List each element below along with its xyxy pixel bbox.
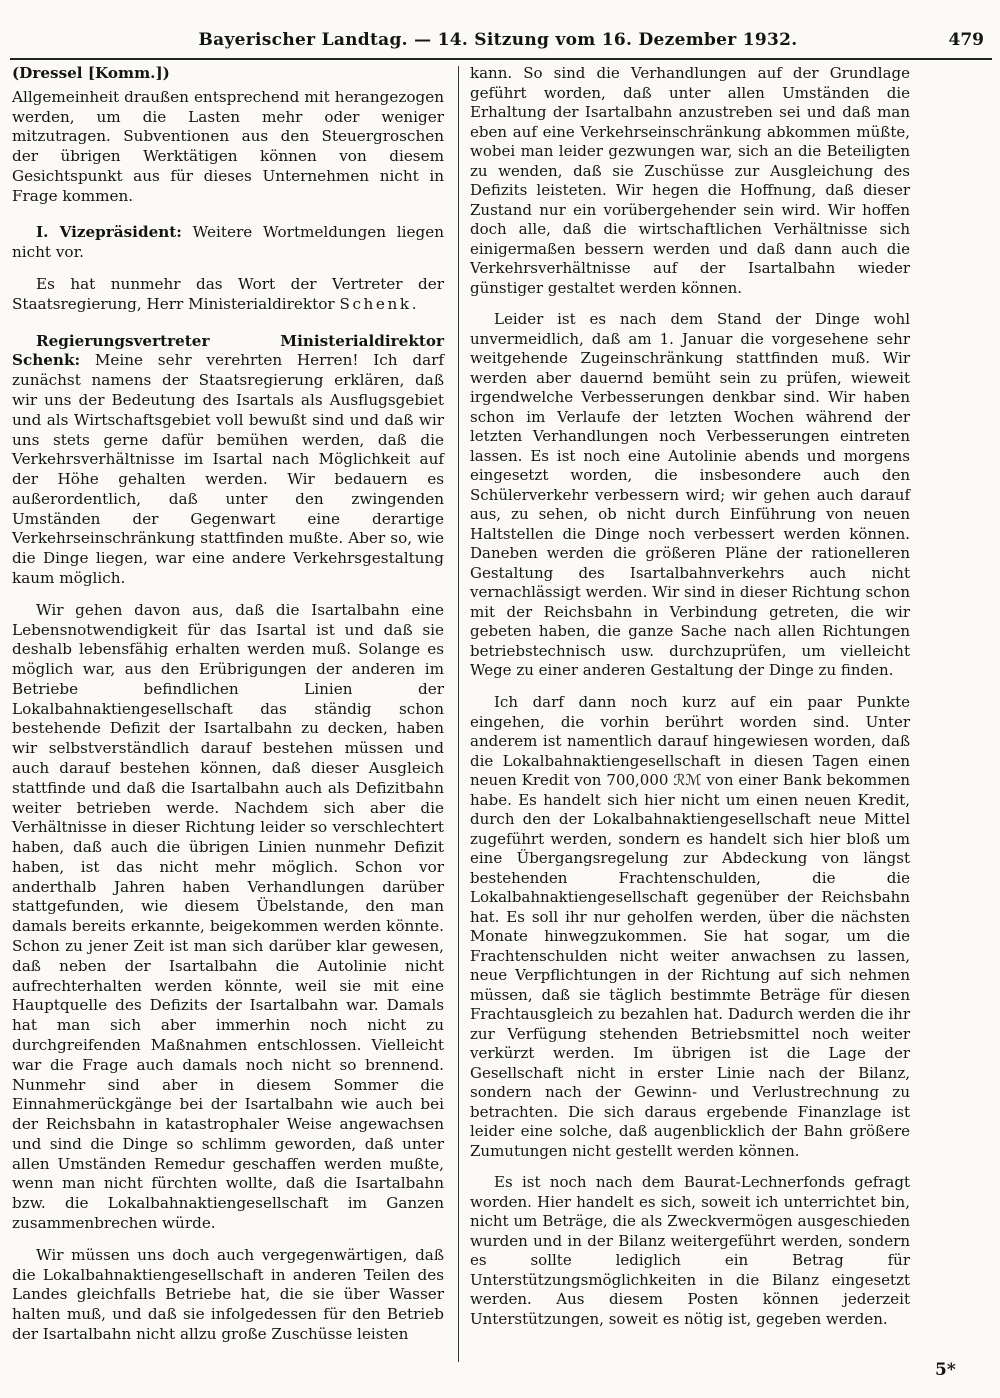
- paragraph-text: Es hat nunmehr das Wort der Vertreter der Staatsregierung, Herr Ministerialdirektor: [12, 275, 444, 313]
- header-title: Bayerischer Landtag. — 14. Sitzung vom 16. Dezember 1932.: [198, 30, 798, 50]
- speaker-label: I. Vizepräsident:: [36, 223, 182, 242]
- paragraph-text: Weitere Wortmeldungen liegen nicht vor.: [12, 223, 445, 262]
- paragraph: [12, 332, 444, 589]
- left-column: [12, 64, 444, 1345]
- paragraph: Wir müssen uns doch auch vergegenwärtigen, daß die Lokalbahnaktiengesellschaft in anderen Teilen des Landes gleichfalls Betriebe hat, die sie über Wasser halten muß, und daß sie infolgedessen für den Betrieb der Isartalbahn nicht allzu große Zuschüsse leisten: [12, 1245, 444, 1343]
- paragraph: [12, 275, 444, 315]
- column-divider: [458, 66, 459, 1362]
- paragraph: kann. So sind die Verhandlungen auf der Grundlage geführt worden, daß unter allen Umständen die Erhaltung der Isartalbahn anzustreben sei und daß man eben auf eine Verkehrseinschränkung abkommen müßte, wobei man leider gezwungen war, sich an die Beteiligten zu wenden, daß sie Zuschüsse zur Ausgleichung des Defizits leisteten. Wir hegen die Hoffnung, daß dieser Zustand nur ein vorübergehender sein wird. Wir hoffen doch alle, daß die wirtschaftlichen Verhältnisse sich einigermaßen bessern werden und daß dann auch die Verkehrsverhältnisse auf der Isartalbahn wieder günstiger gestaltet werden können.: [470, 64, 910, 297]
- speaker-note: (Dressel [Komm.]): [12, 64, 170, 82]
- signature-mark: 5*: [935, 1360, 956, 1380]
- speaker-name: Schenk.: [339, 294, 420, 313]
- paragraph: Allgemeinheit draußen entsprechend mit herangezogen werden, um die Lasten mehr oder weniger mitzutragen. Subventionen aus den Steuergroschen der übrigen Werktätigen können von diesem Gesichtspunkt aus für dieses Unternehmen nicht in Frage kommen.: [12, 87, 444, 205]
- paragraph: Ich darf dann noch kurz auf ein paar Punkte eingehen, die vorhin berührt worden sind. Unter anderem ist namentlich darauf hingewiesen worden, daß die Lokalbahnaktiengesellschaft in diesen Tagen einen neuen Kredit von 700,000 ℛℳ von einer Bank bekommen habe. Es handelt sich hier nicht um einen neuen Kredit, durch den der Lokalbahnaktiengesellschaft neue Mittel zugeführt werden, sondern es handelt sich hier bloß um eine Übergangsregelung zur Abdeckung von längst bestehenden Frachtenschulden, die die Lokalbahnaktiengesellschaft gegenüber der Reichsbahn hat. Es soll ihr nur geholfen werden, über die nächsten Monate hinwegzukommen. Sie hat sogar, um die Frachtenschulden nicht weiter anwachsen zu lassen, neue Verpflichtungen in der Richtung auf sich nehmen müssen, daß sie täglich bestimmte Beträge für diesen Frachtausgleich zu bezahlen hat. Dadurch werden die ihr zur Verfügung stehenden Betriebsmittel noch weiter verkürzt werden. Im übrigen ist die Lage der Gesellschaft nicht in erster Linie nach der Bilanz, sondern nach der Gewinn- und Verlustrechnung zu betrachten. Die sich daraus ergebende Finanzlage ist leider eine solche, daß augenblicklich der Bahn größere Zumutungen nicht gestellt werden können.: [470, 692, 910, 1160]
- right-column: [470, 64, 910, 1329]
- paragraph: Es ist noch nach dem Baurat-Lechnerfonds gefragt worden. Hier handelt es sich, soweit ich unterrichtet bin, nicht um Beträge, die als Zweckvermögen ausgeschieden wurden und in der Bilanz weitergeführt werden, sondern es sollte lediglich ein Betrag für Unterstützungsmöglichkeiten in die Bilanz eingesetzt werden. Aus diesem Posten können jederzeit Unterstützungen, soweit es nötig ist, gegeben werden.: [470, 1173, 910, 1328]
- paragraph: Wir gehen davon aus, daß die Isartalbahn eine Lebensnotwendigkeit für das Isartal ist und daß sie deshalb lebensfähig erhalten werden muß. Solange es möglich war, aus den Erübrigungen der anderen im Betriebe befindlichen Linien der Lokalbahnaktiengesellschaft das ständig schon bestehende Defizit der Isartalbahn zu decken, haben wir selbstverständlich darauf bestehen müssen und auch darauf bestehen können, daß dieser Ausgleich stattfinde und daß die Isartalbahn auch als Defizitbahn weiter betrieben werde. Nachdem sich aber die Verhältnisse in dieser Richtung leider so verschlechtert haben, daß auch die übrigen Linien nunmehr Defizit haben, ist das nicht mehr möglich. Schon vor anderthalb Jahren haben Verhandlungen darüber stattgefunden, wie diesem Übelstande, den man damals bereits erkannte, beigekommen werden könnte. Schon zu jener Zeit ist man sich darüber klar gewesen, daß neben der Isartalbahn die Autolinie nicht aufrechterhalten werden könnte, weil sie mit eine Hauptquelle des Defizits der Isartalbahn war. Damals hat man sich aber immerhin noch nicht zu durchgreifenden Maßnahmen entschlossen. Vielleicht war die Frage auch damals noch nicht so brennend. Nunmehr sind aber in diesem Sommer die Einnahmerückgänge bei der Isartalbahn wie auch bei der Reichsbahn in katastrophaler Weise angewachsen und sind die Dinge so schlimm geworden, daß unter allen Umständen Remedur geschaffen werden mußte, wenn man nicht fürchten wollte, daß die Isartalbahn bzw. die Lokalbahnaktiengesellschaft im Ganzen zusammenbrechen würde.: [12, 600, 444, 1232]
- running-header: [12, 30, 984, 54]
- speaker-label: Regierungsvertreter Ministerialdirektor Schenk:: [12, 331, 444, 370]
- paragraph-text: Meine sehr verehrten Herren! Ich darf zunächst namens der Staatsregierung erklären, daß wir uns der Bedeutung des Isartals als Ausflugsgebiet und als Wirtschaftsgebiet voll bewußt sind und daß wir uns stets gerne dafür bemühen werden, daß die Verkehrsverhältnisse im Isartal nach Möglichkeit auf der Höhe gehalten werden. Wir bedauern es außerordentlich, daß unter den zwingenden Umständen der Gegenwart eine derartige Verkehrseinschränkung stattfinden mußte. Aber so, wie die Dinge liegen, war eine andere Verkehrsgestaltung kaum möglich.: [12, 351, 445, 587]
- paragraph: [12, 223, 444, 263]
- header-rule: [10, 58, 992, 60]
- paragraph: Leider ist es nach dem Stand der Dinge wohl unvermeidlich, daß am 1. Januar die vorgesehene sehr weitgehende Zugeinschränkung stattfinden muß. Wir werden aber dauernd bemüht sein zu prüfen, wieweit irgendwelche Verbesserungen denkbar sind. Wir haben schon im Verlaufe der letzten Wochen während der letzten Verhandlungen noch Verbesserungen eintreten lassen. Es ist noch eine Autolinie abends und morgens eingesetzt worden, die insbesondere auch den Schülerverkehr verbessern wird; wir gehen auch darauf aus, zu sehen, ob nicht durch Einführung von neuen Haltstellen die Dinge noch verbessert werden können. Daneben werden die größeren Pläne der rationelleren Gestaltung des Isartalbahnverkehrs auch nicht vernachlässigt werden. Wir sind in dieser Richtung schon mit der Reichsbahn in Verbindung getreten, die wir gebeten haben, die ganze Sache nach allen Richtungen betriebstechnisch usw. durchzuprüfen, um vielleicht Wege zu einer anderen Gestaltung der Dinge zu finden.: [470, 310, 910, 680]
- page-number: 479: [948, 30, 984, 50]
